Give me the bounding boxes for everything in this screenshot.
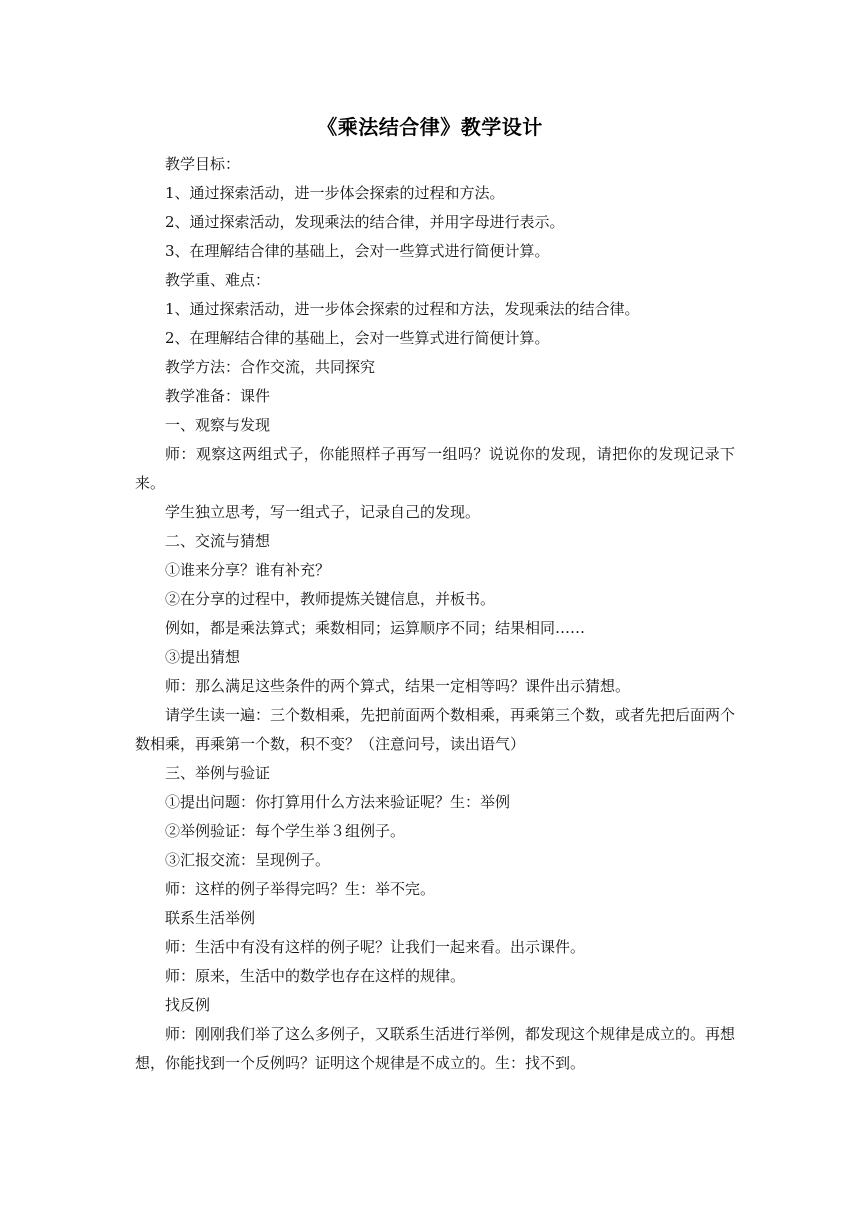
section-heading: 二、交流与猜想 — [165, 532, 271, 550]
paragraph: ①谁来分享？谁有补充？ — [165, 561, 331, 579]
paragraph: 找反例 — [165, 996, 211, 1014]
paragraph: 1、通过探索活动，进一步体会探索的过程和方法。 — [165, 184, 505, 202]
paragraph: 师：原来，生活中的数学也存在这样的规律。 — [165, 967, 466, 985]
paragraph: 2、在理解结合律的基础上，会对一些算式进行简便计算。 — [165, 329, 550, 347]
paragraph: 1、通过探索活动，进一步体会探索的过程和方法，发现乘法的结合律。 — [165, 300, 640, 318]
paragraph: ③汇报交流：呈现例子。 — [165, 851, 331, 869]
paragraph: ①提出问题：你打算用什么方法来验证呢？生：举例 — [165, 793, 511, 811]
paragraph: 请学生读一遍：三个数相乘，先把前面两个数相乘，再乘第三个数，或者先把后面两个数相乘，再乘第一个数，积不变？（注意问号，读出语气） — [135, 706, 736, 753]
section-heading: 三、举例与验证 — [165, 764, 271, 782]
paragraph: ③提出猜想 — [165, 648, 241, 666]
paragraph: 2、通过探索活动，发现乘法的结合律，并用字母进行表示。 — [165, 213, 565, 231]
paragraph: 师：观察这两组式子，你能照样子再写一组吗？说说你的发现，请把你的发现记录下来。 — [135, 445, 735, 492]
document-body — [135, 150, 735, 1078]
paragraph: 3、在理解结合律的基础上，会对一些算式进行简便计算。 — [165, 242, 550, 260]
paragraph: 师：刚刚我们举了这么多例子，又联系生活进行举例，都发现这个规律是成立的。再想想，你能找到一个反例吗？证明这个规律是不成立的。生：找不到。 — [135, 1025, 736, 1072]
paragraph: 师：生活中有没有这样的例子呢？让我们一起来看。出示课件。 — [165, 938, 586, 956]
section-heading: 一、观察与发现 — [165, 416, 271, 434]
paragraph: 师：那么满足这些条件的两个算式，结果一定相等吗？课件出示猜想。 — [165, 677, 631, 695]
paragraph: 师：这样的例子举得完吗？生：举不完。 — [165, 880, 436, 898]
document-title: 《乘法结合律》教学设计 — [317, 115, 543, 139]
paragraph: 联系生活举例 — [165, 909, 256, 927]
paragraph: ②举例验证：每个学生举３组例子。 — [165, 822, 406, 840]
paragraph: ②在分享的过程中，教师提炼关键信息，并板书。 — [165, 590, 496, 608]
paragraph: 教学方法：合作交流，共同探究 — [165, 358, 376, 376]
paragraph: 教学准备：课件 — [165, 387, 271, 405]
paragraph: 教学重、难点： — [165, 271, 271, 289]
paragraph: 教学目标： — [165, 155, 241, 173]
paragraph: 例如，都是乘法算式；乘数相同；运算顺序不同；结果相同…… — [165, 619, 586, 637]
paragraph: 学生独立思考，写一组式子，记录自己的发现。 — [165, 503, 481, 521]
